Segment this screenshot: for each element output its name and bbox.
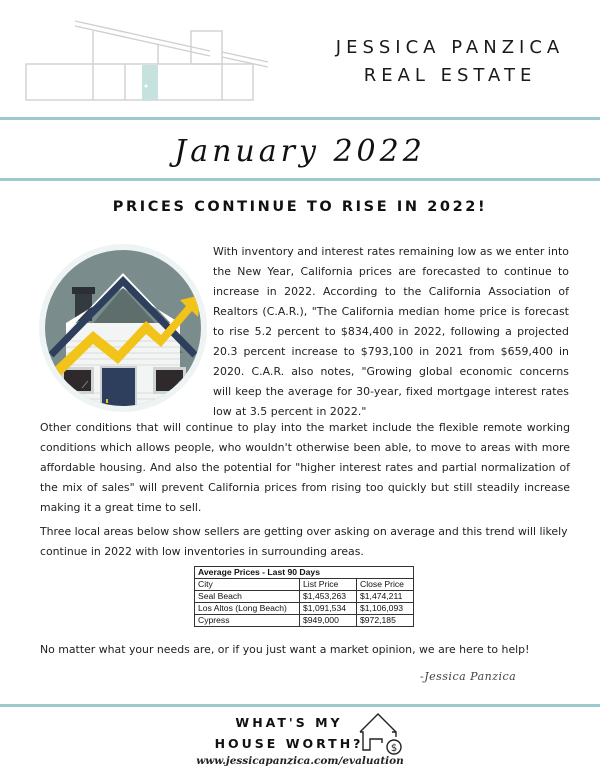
table-row [195, 603, 414, 615]
cta-line-2: HOUSE WORTH? [214, 736, 364, 751]
brand-name [300, 34, 600, 90]
conditions-line: the mix of sales" will prevent California prices from rising too quickly but still steadily increase [40, 481, 570, 494]
intro-line: to rise 5.2 percent to $834,400 in 2022, following a projected [213, 325, 569, 338]
column-header: City [195, 579, 300, 591]
table-cell: $972,185 [357, 615, 414, 627]
average-prices-table [194, 566, 414, 627]
table-header-row [195, 579, 414, 591]
closing-paragraph [40, 640, 570, 660]
table-cell: $1,106,093 [357, 603, 414, 615]
house-dollar-icon[interactable] [356, 709, 406, 755]
intro-line: low at 3.5 percent in 2022." [213, 405, 367, 418]
conditions-paragraph [40, 418, 570, 518]
evaluation-link[interactable]: www.jessicapanzica.com/evaluation [196, 755, 404, 767]
conditions-line: Other conditions that will continue to play into the market include the flexible remote working [40, 421, 570, 434]
signature: -Jessica Panzica [420, 670, 517, 683]
table-cell: $1,453,263 [300, 591, 357, 603]
local-line: Three local areas below show sellers are getting over asking on average and this trend will likely [40, 525, 568, 538]
intro-line: With inventory and interest rates remaining low as we enter into [213, 245, 569, 258]
brand-line-1: JESSICA PANZICA [335, 37, 565, 58]
intro-line: the New Year, California prices are forecasted to continue to [213, 265, 569, 278]
intro-line: Realtors (C.A.R.), "The California median home price is forecast [213, 305, 569, 318]
column-header: List Price [300, 579, 357, 591]
table-cell: $949,000 [300, 615, 357, 627]
svg-text:$: $ [390, 743, 398, 754]
divider-footer [0, 704, 600, 707]
divider-top [0, 117, 600, 120]
table-cell: Los Altos (Long Beach) [195, 603, 300, 615]
cta-heading[interactable] [214, 712, 364, 754]
intro-line: increase in 2022. According to the California Association of [213, 285, 569, 298]
table-cell: Seal Beach [195, 591, 300, 603]
intro-line: 2020. C.A.R. also notes, "Growing global economic concerns [213, 365, 569, 378]
brand-line-2: REAL ESTATE [363, 65, 537, 86]
article-headline: PRICES CONTINUE TO RISE IN 2022! [112, 199, 488, 215]
table-row [195, 591, 414, 603]
intro-line: will keep the average for 30-year, fixed mortgage interest rates [213, 385, 569, 398]
local-line: continue in 2022 with low inventories in surrounding areas. [40, 545, 364, 558]
conditions-line: conditions which allows people, who wouldn't otherwise been able, to move to areas with more [40, 441, 570, 454]
divider-month [0, 178, 600, 181]
table-title: Average Prices - Last 90 Days [195, 567, 414, 579]
cta-line-1: WHAT'S MY [235, 715, 343, 730]
house-logo-icon [20, 14, 275, 104]
conditions-line: affordable housing. And also the potential for "higher interest rates and partial normalization of [40, 461, 570, 474]
intro-line: 20.3 percent increase to $793,100 in 2021 from $659,400 in [213, 345, 569, 358]
table-cell: $1,091,534 [300, 603, 357, 615]
intro-paragraph [213, 242, 569, 422]
door-accent [142, 65, 158, 100]
table-cell: Cypress [195, 615, 300, 627]
closing-line: No matter what your needs are, or if you just want a market opinion, we are here to help! [40, 643, 530, 656]
house-rising-arrow-icon [38, 243, 208, 413]
column-header: Close Price [357, 579, 414, 591]
conditions-line: making it a great time to sell. [40, 501, 202, 514]
table-cell: $1,474,211 [357, 591, 414, 603]
table-title-row [195, 567, 414, 579]
table-row [195, 615, 414, 627]
issue-month: January 2022 [174, 134, 426, 169]
local-areas-paragraph [40, 522, 568, 562]
